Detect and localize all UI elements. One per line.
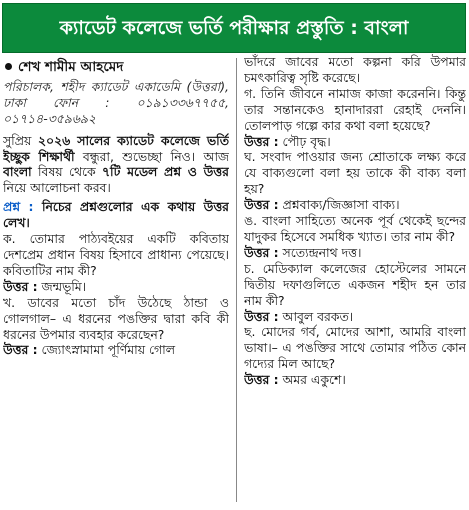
instruction-text: নিচের প্রশ্নগুলোর এক কথায় উত্তর লেখ। xyxy=(3,199,229,231)
intro-text: সুপ্রিয় xyxy=(3,132,38,148)
instruction xyxy=(3,199,229,231)
column-divider xyxy=(236,58,237,502)
answer-text: প্রশ্নবাক্য/জিজ্ঞাসা বাক্য। xyxy=(278,197,400,213)
answer-text: জ্যোৎস্নামামা পূর্ণিমায় গোল xyxy=(37,342,175,358)
question-gha: ঘ. সংবাদ পাওয়ার জন্য শ্রোতাকে লক্ষ্য করে যে বাক্যগুলো বলা হয় তাকে কী বাক্য বলা হয়? xyxy=(244,149,466,197)
answer-label: উত্তর : xyxy=(244,197,279,213)
intro-paragraph xyxy=(3,133,229,197)
left-column xyxy=(3,54,229,506)
question-kha: খ. ডাবের মতো চাঁদ উঠেছে ঠান্ডা ও গোলগাল– এ ধরনের পঙক্তির দ্বারা কবি কী ধরনের উপমার ব্যবহার করেছেন? xyxy=(3,294,229,342)
intro-highlight: বাংলা xyxy=(3,164,32,180)
answer-label: উত্তর : xyxy=(244,372,279,388)
instruction-label: প্রশ্ন : xyxy=(3,199,34,215)
answer-text: আবুল বরকত। xyxy=(278,308,354,324)
question-uma: ঙ. বাংলা সাহিত্যে অনেক পূর্ব থেকেই ছন্দের যাদুকর হিসেবে সমধিক খ্যাত। তার নাম কী? xyxy=(244,213,466,244)
answer-label: উত্তর : xyxy=(3,342,38,358)
intro-highlight: ২০২৬ সালের ক্যাডেট কলেজে ভর্তি ইচ্ছুক শিক্ষার্থী xyxy=(3,132,229,164)
answer-text: জন্মভূমি। xyxy=(37,278,87,294)
answer-label: উত্তর : xyxy=(244,308,279,324)
answer-label: উত্তর : xyxy=(3,278,38,294)
continued-text: ভাঁদরে জাবের মতো কল্পনা করি উপমার চমৎকারিত্ব সৃষ্টি করেছে। xyxy=(244,54,466,85)
answer-label: উত্তর : xyxy=(244,244,279,260)
answer-text: অমর একুশে। xyxy=(278,372,346,388)
intro-text: বন্ধুরা, শুভেচ্ছা নিও। আজ xyxy=(74,148,229,164)
answer-chha xyxy=(244,372,466,388)
answer-ka xyxy=(3,279,229,295)
question-ga: গ. তিনি জীবনে নামাজ কাজা করেননি। কিন্তু তার সন্তানকেও হানাদাররা রেহাই দেননি। তোলপাড় গল্পে কার কথা বলা হয়েছে? xyxy=(244,85,466,133)
answer-uma xyxy=(244,245,466,261)
answer-text: সত্যেন্দ্রনাথ দত্ত। xyxy=(278,244,362,260)
right-column xyxy=(244,54,466,506)
intro-text: বিষয় থেকে xyxy=(31,164,102,180)
answer-text: পৌঢ় বৃদ্ধ। xyxy=(278,133,331,149)
page-banner: ক্যাডেট কলেজে ভর্তি পরীক্ষার প্রস্তুতি : বাংলা xyxy=(2,3,466,53)
question-ka: ক. তোমার পাঠ্যবইয়ের একটি কবিতায় দেশপ্রেম প্রধান বিষয় হিসাবে প্রাধান্য পেয়েছে। কবিতাটির নাম কী? xyxy=(3,231,229,278)
answer-cha xyxy=(244,309,466,325)
answer-label: উত্তর : xyxy=(244,133,279,149)
author-name: শেখ শামীম আহমেদ xyxy=(18,59,124,75)
author-line xyxy=(3,60,229,76)
answer-ga xyxy=(244,134,466,150)
author-info: পরিচালক, শহীদ ক্যাডেট একাডেমি (উত্তরা), ঢাকা ফোন : ০১৯১৩৩৬৭৭৫৫, ০১৭১৪-৩৫৯৬৯২ xyxy=(3,78,229,126)
question-chha: ছ. মোদের গর্ব, মোদের আশা, আমরি বাংলা ভাষা।– এ পঙক্তির সাথে তোমার পঠিত কোন গদ্যের মিল আছে? xyxy=(244,324,466,372)
intro-text: নিয়ে আলোচনা করব। xyxy=(3,180,111,196)
question-cha: চ. মেডিক্যাল কলেজের হোস্টেলের সামনে দ্বিতীয় দফাগুলিতে একজন শহীদ হন তার নাম কী? xyxy=(244,260,466,308)
bullet-icon xyxy=(5,63,12,70)
answer-gha xyxy=(244,197,466,213)
answer-kha xyxy=(3,342,229,358)
intro-highlight: ৭টি মডেল প্রশ্ন ও উত্তর xyxy=(102,164,229,180)
